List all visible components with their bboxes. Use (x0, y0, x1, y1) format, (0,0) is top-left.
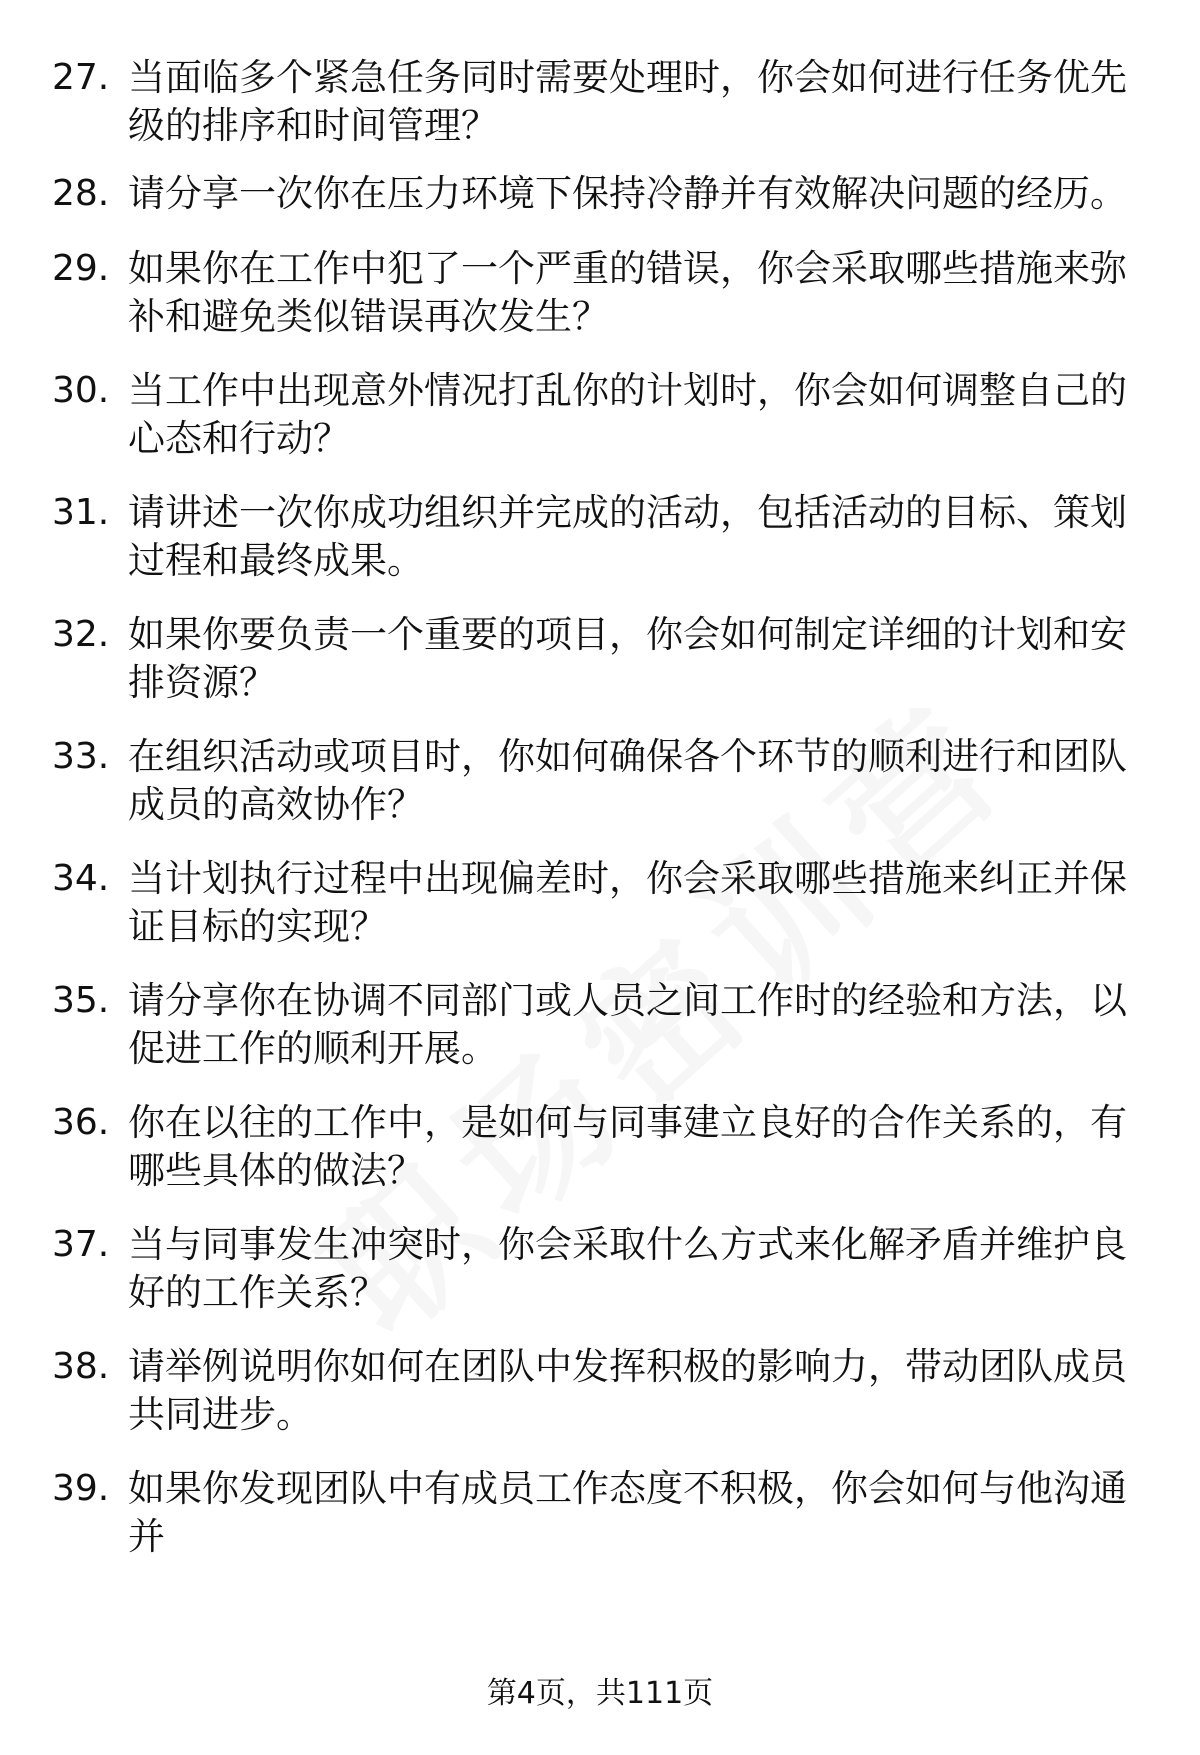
question-text: 你在以往的工作中，是如何与同事建立良好的合作关系的，有哪些具体的做法？ (128, 1101, 1127, 1192)
question-text: 如果你要负责一个重要的项目，你会如何制定详细的计划和安排资源？ (128, 613, 1127, 704)
question-text: 当计划执行过程中出现偏差时，你会采取哪些措施来纠正并保证目标的实现？ (128, 857, 1127, 948)
question-number: 34. (52, 858, 110, 899)
question-text: 当面临多个紧急任务同时需要处理时，你会如何进行任务优先级的排序和时间管理？ (128, 56, 1127, 147)
question-number: 30. (52, 370, 110, 411)
question-number: 29. (52, 248, 110, 289)
question-number: 37. (52, 1224, 110, 1265)
question-number: 35. (52, 980, 110, 1021)
question-text: 如果你发现团队中有成员工作态度不积极，你会如何与他沟通并 (128, 1467, 1127, 1558)
question-text: 请讲述一次你成功组织并完成的活动，包括活动的目标、策划过程和最终成果。 (128, 491, 1127, 582)
question-number: 38. (52, 1346, 110, 1387)
question-number: 31. (52, 492, 110, 533)
question-text: 请分享你在协调不同部门或人员之间工作时的经验和方法，以促进工作的顺利开展。 (128, 979, 1127, 1070)
question-number: 39. (52, 1468, 110, 1509)
question-text: 请分享一次你在压力环境下保持冷静并有效解决问题的经历。 (128, 172, 1127, 215)
question-text: 如果你在工作中犯了一个严重的错误，你会采取哪些措施来弥补和避免类似错误再次发生？ (128, 247, 1127, 338)
question-text: 当与同事发生冲突时，你会采取什么方式来化解矛盾并维护良好的工作关系？ (128, 1223, 1127, 1314)
question-text: 在组织活动或项目时，你如何确保各个环节的顺利进行和团队成员的高效协作？ (128, 735, 1127, 826)
question-text: 请举例说明你如何在团队中发挥积极的影响力，带动团队成员共同进步。 (128, 1345, 1127, 1436)
question-number: 33. (52, 736, 110, 777)
question-number: 28. (52, 173, 110, 214)
question-text: 当工作中出现意外情况打乱你的计划时，你会如何调整自己的心态和行动？ (128, 369, 1127, 460)
question-number: 32. (52, 614, 110, 655)
question-number: 36. (52, 1102, 110, 1143)
page-footer: 第4页，共111页 (486, 1676, 714, 1711)
question-number: 27. (52, 57, 110, 98)
